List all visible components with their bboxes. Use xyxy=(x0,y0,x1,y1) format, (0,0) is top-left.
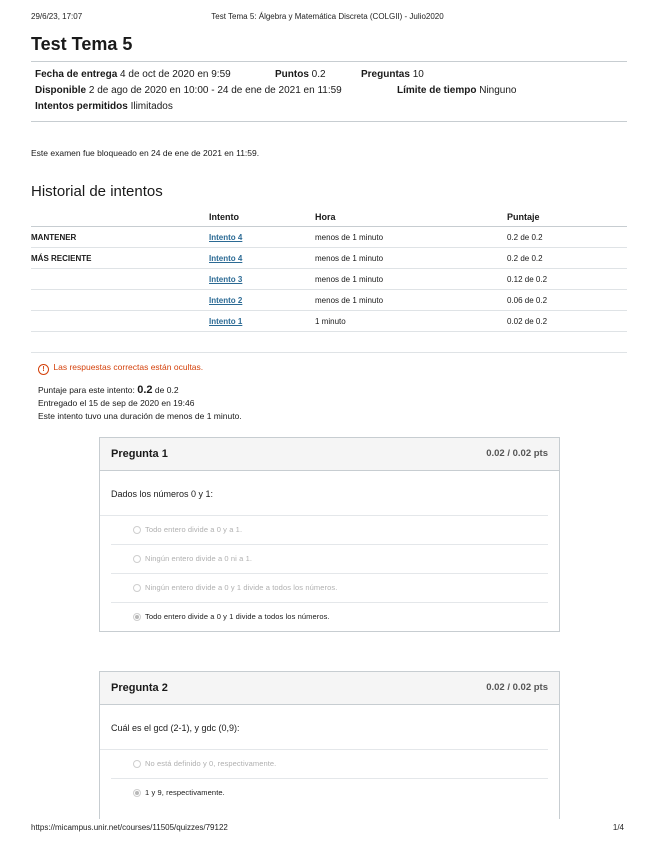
radio-button xyxy=(133,584,141,592)
score-suffix: de 0.2 xyxy=(154,385,179,395)
header-attempt: Intento xyxy=(209,208,315,227)
questions-label: Preguntas xyxy=(361,69,410,80)
row-score: 0.12 de 0.2 xyxy=(507,269,627,290)
header-time: Hora xyxy=(315,208,507,227)
attempt-link[interactable]: Intento 4 xyxy=(209,253,243,263)
question-title: Pregunta 2 xyxy=(111,682,168,694)
question-title: Pregunta 1 xyxy=(111,448,168,460)
attempt-history-table xyxy=(31,208,627,353)
attempt-summary xyxy=(38,384,242,423)
print-url: https://micampus.unir.net/courses/11505/quizzes/79122 xyxy=(31,823,228,832)
answer-text: Todo entero divide a 0 y 1 divide a todos los números. xyxy=(145,612,330,621)
available-label: Disponible xyxy=(35,85,87,96)
row-label xyxy=(31,290,209,311)
answer-option xyxy=(111,545,548,574)
points xyxy=(275,69,361,80)
table-row xyxy=(31,311,627,332)
points-label: Puntos xyxy=(275,69,309,80)
attempt-link[interactable]: Intento 4 xyxy=(209,232,243,242)
answer-text: Ningún entero divide a 0 ni a 1. xyxy=(145,554,253,563)
row-label xyxy=(31,269,209,290)
attempt-score xyxy=(38,384,242,397)
question-header xyxy=(100,438,559,471)
radio-button xyxy=(133,760,141,768)
answer-text: 1 y 9, respectivamente. xyxy=(145,788,225,797)
availability xyxy=(35,85,397,96)
table-row xyxy=(31,290,627,311)
quiz-meta-row-2 xyxy=(35,85,517,96)
due-label: Fecha de entrega xyxy=(35,69,118,80)
score-value: 0.2 xyxy=(137,384,153,396)
answer-text: Todo entero divide a 0 y a 1. xyxy=(145,525,243,534)
hidden-answers-warning xyxy=(38,362,203,375)
header-label xyxy=(31,208,209,227)
hidden-answers-text: Las respuestas correctas están ocultas. xyxy=(53,362,204,372)
header-score: Puntaje xyxy=(507,208,627,227)
answer-option-selected xyxy=(111,603,548,631)
question-points: 0.02 / 0.02 pts xyxy=(486,682,548,693)
radio-button xyxy=(133,555,141,563)
attempt-link[interactable]: Intento 3 xyxy=(209,274,243,284)
submitted-text: Entregado el 15 de sep de 2020 en 19:46 xyxy=(38,398,195,408)
warning-icon: ! xyxy=(38,364,49,375)
row-score: 0.2 de 0.2 xyxy=(507,248,627,269)
row-time: menos de 1 minuto xyxy=(315,290,507,311)
locked-note: Este examen fue bloqueado en 24 de ene de 2021 en 11:59. xyxy=(31,148,260,158)
answer-option-selected xyxy=(111,779,548,807)
attempt-link[interactable]: Intento 2 xyxy=(209,295,243,305)
row-score: 0.06 de 0.2 xyxy=(507,290,627,311)
questions-count xyxy=(361,69,424,80)
available-value: 2 de ago de 2020 en 10:00 - 24 de ene de 2021 en 11:59 xyxy=(88,85,342,96)
row-label: MANTENER xyxy=(31,227,209,248)
row-time: 1 minuto xyxy=(315,311,507,332)
quiz-meta-row-3 xyxy=(35,101,173,112)
score-prefix: Puntaje para este intento: xyxy=(38,385,135,395)
attempts-label: Intentos permitidos xyxy=(35,101,128,112)
time-limit-label: Límite de tiempo xyxy=(397,85,477,96)
radio-button xyxy=(133,526,141,534)
row-time: menos de 1 minuto xyxy=(315,248,507,269)
due-date xyxy=(35,69,275,80)
row-score: 0.02 de 0.2 xyxy=(507,311,627,332)
table-spacer-row xyxy=(31,332,627,353)
time-limit-value: Ninguno xyxy=(479,85,517,96)
page-number: 1/4 xyxy=(612,823,624,832)
question-card-2 xyxy=(99,671,560,819)
answer-text: Ningún entero divide a 0 y 1 divide a todos los números. xyxy=(145,583,338,592)
table-row xyxy=(31,227,627,248)
radio-button-selected xyxy=(133,789,141,797)
attempts-allowed xyxy=(35,101,173,112)
question-header xyxy=(100,672,559,705)
answer-option xyxy=(111,516,548,545)
table-row xyxy=(31,248,627,269)
row-time: menos de 1 minuto xyxy=(315,269,507,290)
question-text: Cuál es el gcd (2-1), y gdc (0,9): xyxy=(100,705,548,750)
attempt-link[interactable]: Intento 1 xyxy=(209,316,243,326)
attempts-value: Ilimitados xyxy=(130,101,173,112)
divider xyxy=(31,61,627,62)
points-value: 0.2 xyxy=(311,69,326,80)
question-points: 0.02 / 0.02 pts xyxy=(486,448,548,459)
attempt-history-title: Historial de intentos xyxy=(31,183,163,200)
radio-button-selected xyxy=(133,613,141,621)
table-row xyxy=(31,269,627,290)
row-score: 0.2 de 0.2 xyxy=(507,227,627,248)
row-label: MÁS RECIENTE xyxy=(31,248,209,269)
page-title: Test Tema 5 xyxy=(31,34,133,54)
table-header-row xyxy=(31,208,627,227)
print-date: 29/6/23, 17:07 xyxy=(31,12,83,21)
questions-value: 10 xyxy=(412,69,424,80)
row-time: menos de 1 minuto xyxy=(315,227,507,248)
due-value: 4 de oct de 2020 en 9:59 xyxy=(120,69,231,80)
divider xyxy=(31,121,627,122)
print-document-title: Test Tema 5: Álgebra y Matemática Discreta (COLGII) - Julio2020 xyxy=(211,12,444,21)
duration-text: Este intento tuvo una duración de menos de 1 minuto. xyxy=(38,411,242,421)
question-card-1 xyxy=(99,437,560,632)
time-limit xyxy=(397,85,517,96)
quiz-meta-row-1 xyxy=(35,69,424,80)
answer-text: No está definido y 0, respectivamente. xyxy=(145,759,277,768)
question-text: Dados los números 0 y 1: xyxy=(100,471,548,516)
answer-option xyxy=(111,750,548,779)
row-label xyxy=(31,311,209,332)
answer-option xyxy=(111,574,548,603)
